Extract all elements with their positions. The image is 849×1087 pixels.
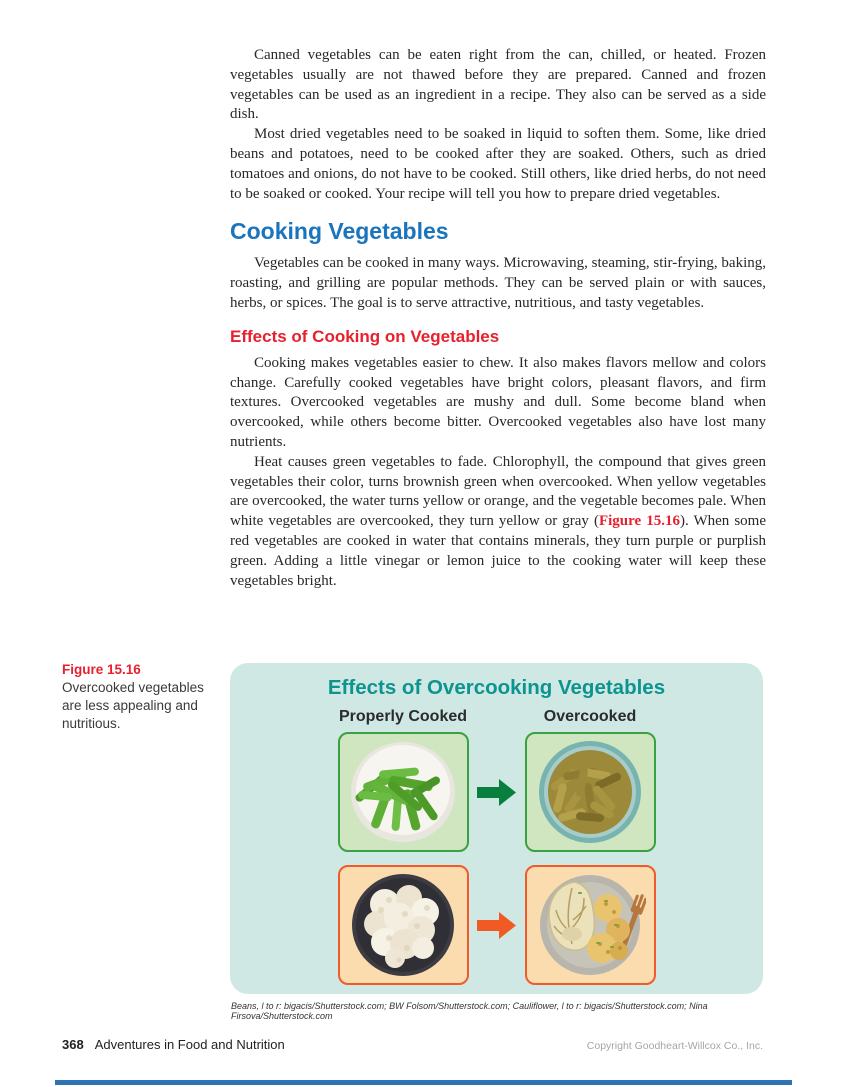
cauliflower-overcooked-image	[534, 872, 646, 978]
photo-green-beans-properly-cooked	[338, 732, 469, 852]
cauliflower-fresh-image	[347, 872, 459, 978]
figure-caption-text: Overcooked vegetables are less appealing and nutritious.	[62, 680, 204, 731]
main-text-column	[230, 46, 766, 591]
subsection-heading: Effects of Cooking on Vegetables	[230, 326, 500, 346]
photo-green-beans-overcooked	[525, 732, 656, 852]
paragraph-text-after-figref: ). When some red vegetables are cooked in water that contains minerals, they turn purple or purplish green. Adding a little vinegar or lemon juice to the cooking water will keep these vegetables bright.	[230, 513, 766, 589]
copyright-notice: Copyright Goodheart-Willcox Co., Inc.	[586, 1040, 763, 1052]
paragraph-canned-vegetables: Canned vegetables can be eaten right from the can, chilled, or heated. Frozen vegetables usually are not thawed before they are prepared. Canned and frozen vegetables can be used as an ingredient in a recipe. They also can be served as a side dish.	[230, 47, 766, 123]
green-beans-fresh-image	[347, 739, 459, 845]
paragraph-cooking-methods: Vegetables can be cooked in many ways. Microwaving, steaming, stir-frying, baking, roasting, and grilling are popular methods. They can be served plain or with sauces, herbs, or spices. The goal is to serve attractive, nutritious, and tasty vegetables.	[230, 255, 766, 311]
arrow-cell-row2	[469, 911, 525, 940]
paragraph-color-changes	[230, 453, 766, 592]
figure-panel	[230, 663, 763, 994]
figure-label: Figure 15.16	[62, 662, 141, 677]
footer-left	[62, 1037, 285, 1052]
page-number: 368	[62, 1037, 84, 1052]
page-bottom-rule	[55, 1080, 792, 1085]
green-beans-overcooked-image	[534, 739, 646, 845]
arrow-cell-row1	[469, 778, 525, 807]
paragraph-dried-vegetables: Most dried vegetables need to be soaked in liquid to soften them. Some, like dried beans and potatoes, need to be cooked after they are soaked. Others, such as dried tomatoes and onions, do not have to be cooked. Still others, like dried herbs, do not need to be soaked or cooked. Your recipe will tell you how to prepare dried vegetables.	[230, 126, 766, 202]
column-header-overcooked: Overcooked	[543, 708, 637, 725]
photo-cauliflower-properly-cooked	[338, 865, 469, 985]
book-title: Adventures in Food and Nutrition	[94, 1037, 285, 1052]
paragraph-text-before-figref: Heat causes green vegetables to fade. Chlorophyll, the compound that gives green vegetables their color, turns brownish green when overcooked. When yellow vegetables are overcooked, the water turns yellow or orange, and the vegetable becomes pale. When white vegetables are overcooked, they turn yellow or gray (	[230, 453, 766, 530]
green-right-arrow-icon	[477, 778, 517, 807]
figure-grid	[230, 708, 763, 998]
section-heading: Cooking Vegetables	[230, 218, 449, 245]
photo-credit-line: Beans, l to r: bigacis/Shutterstock.com; BW Folsom/Shutterstock.com; Cauliflower, l to r: bigacis/Shutterstock.com; Nina Firsova/Shutterstock.com	[231, 1001, 708, 1021]
orange-right-arrow-icon	[477, 911, 517, 940]
photo-cauliflower-overcooked	[525, 865, 656, 985]
paragraph-effects-of-cooking: Cooking makes vegetables easier to chew. It also makes flavors mellow and colors change. Carefully cooked vegetables have bright colors, pleasant flavors, and firm textures. Overcooked vegetables are mushy and dull. Some become bland when overcooked, while others become bitter. Overcooked vegetables also have lost many nutrients.	[230, 354, 766, 450]
figure-reference: Figure 15.16	[598, 513, 680, 530]
figure-title: Effects of Overcooking Vegetables	[327, 676, 666, 699]
figure-caption	[62, 661, 217, 733]
column-header-properly-cooked: Properly Cooked	[338, 708, 468, 725]
